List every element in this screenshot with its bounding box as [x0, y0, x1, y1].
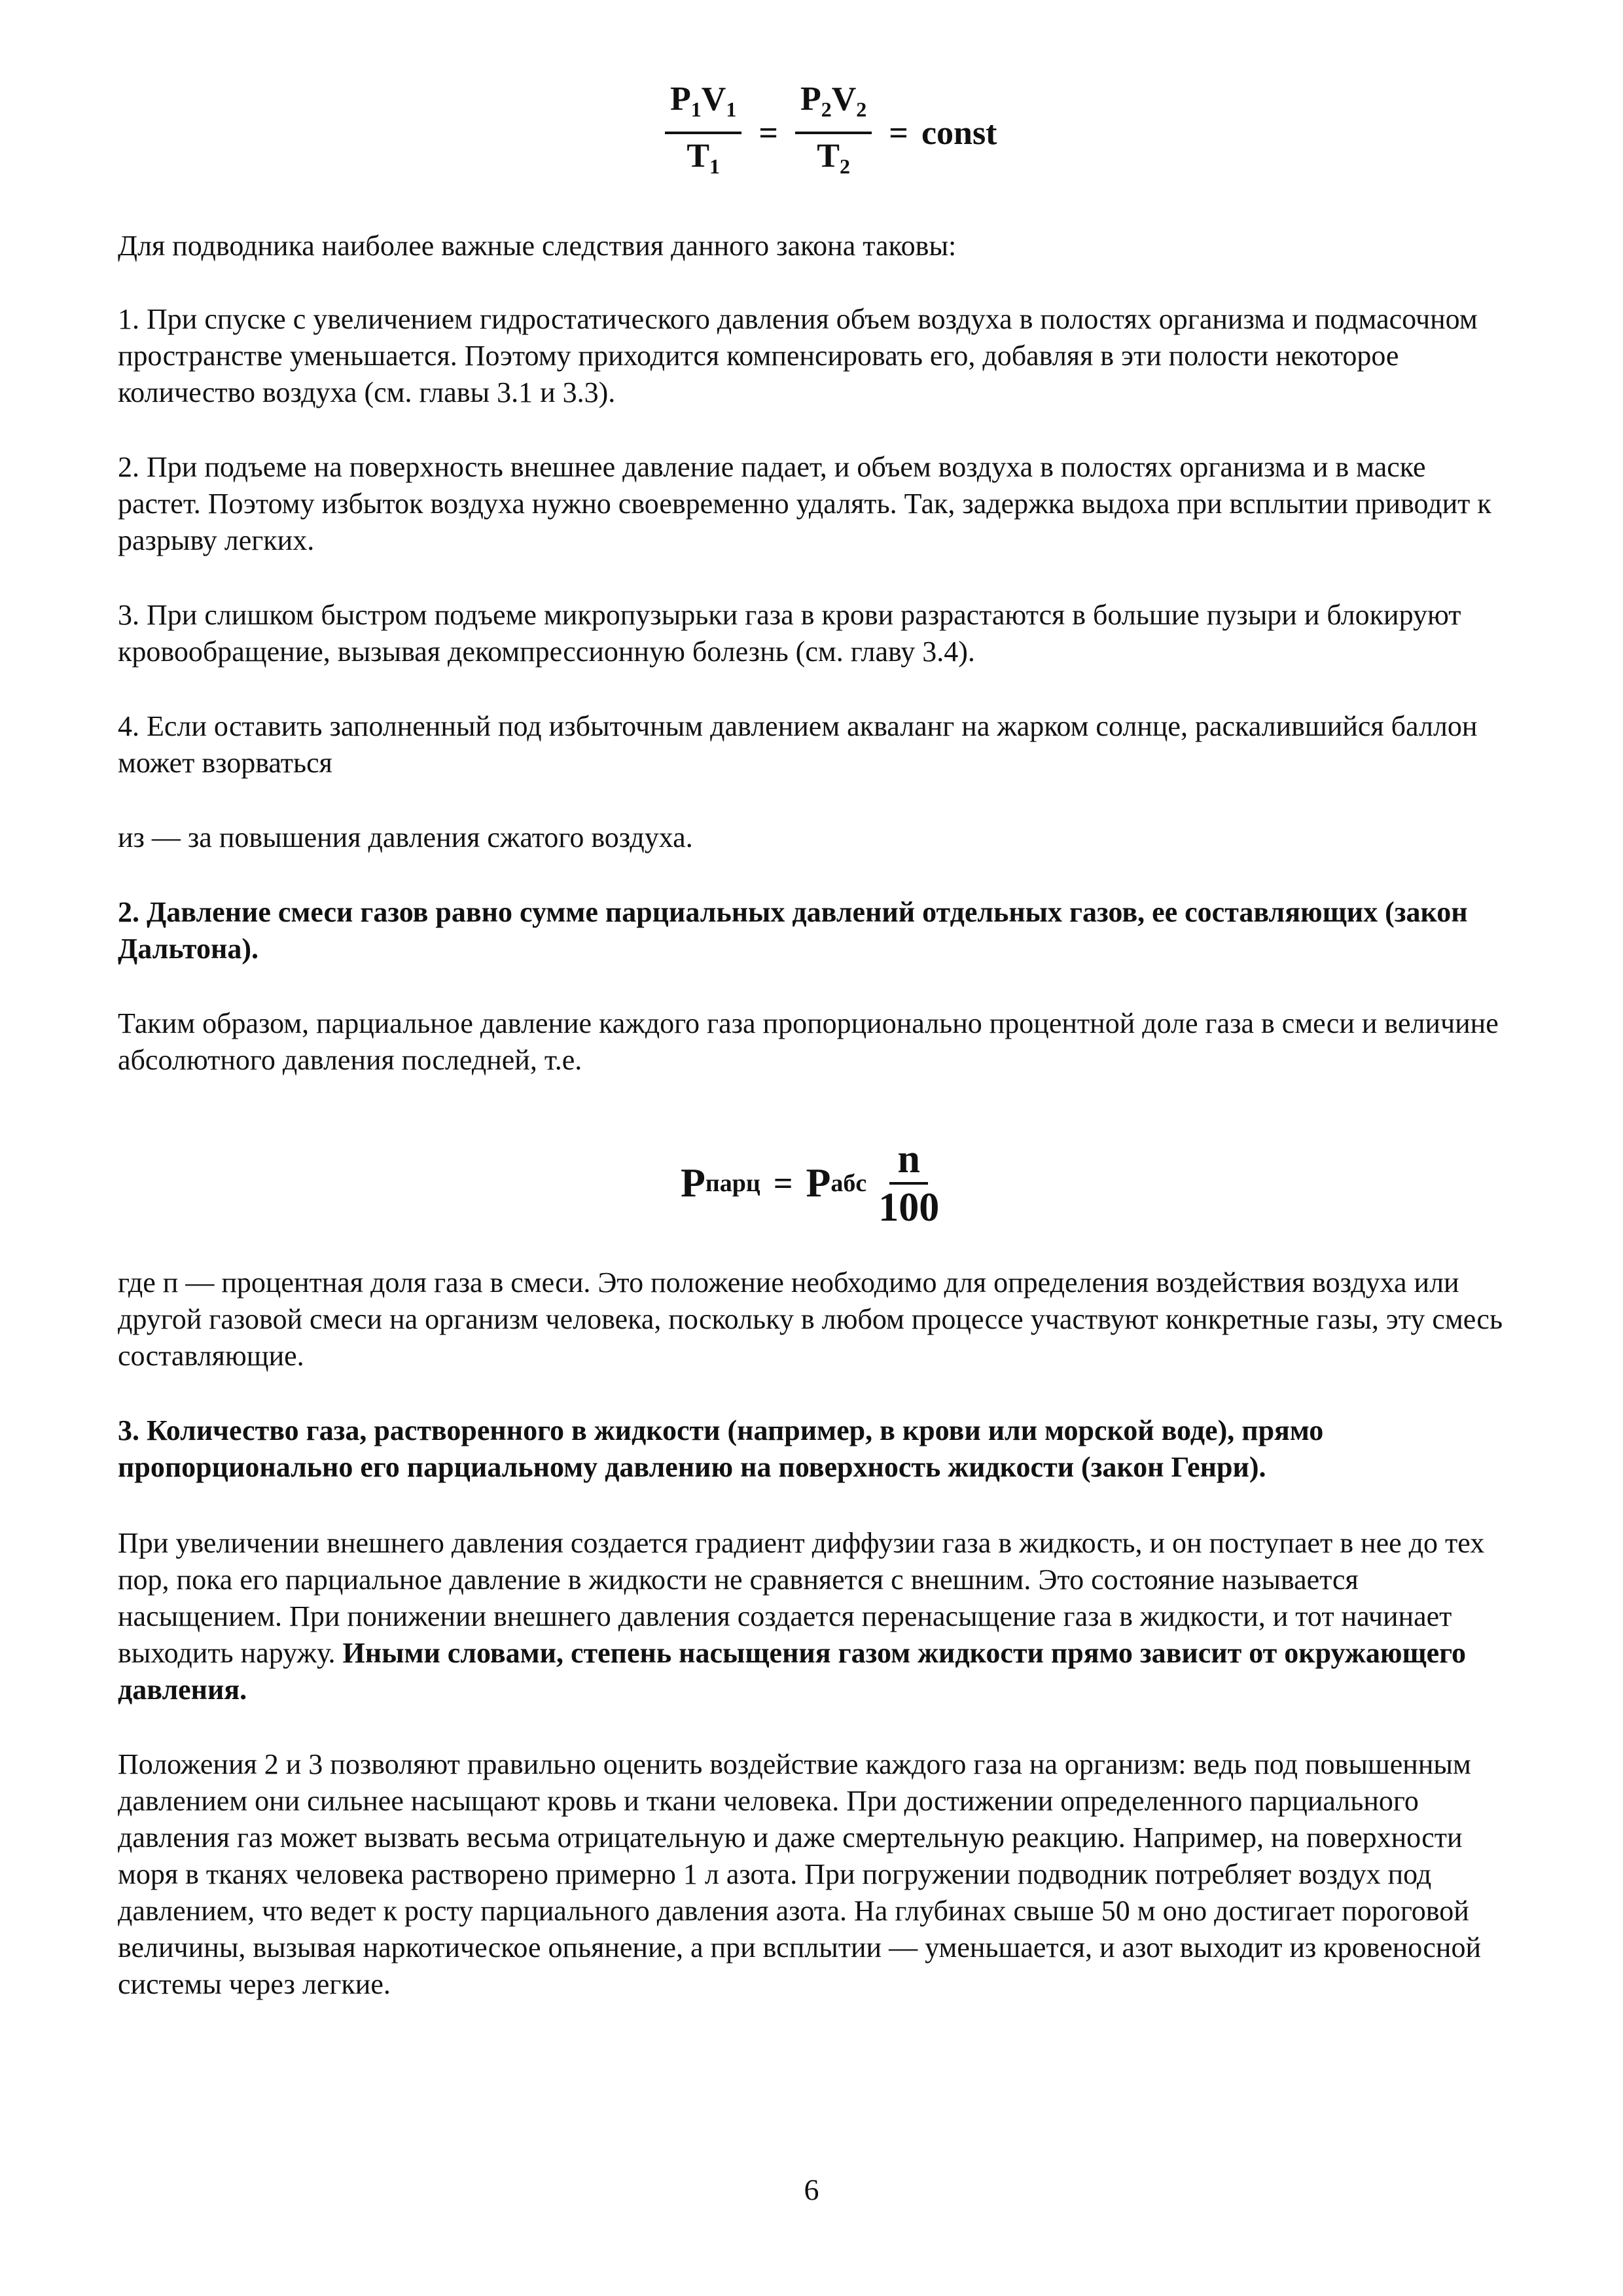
intro-paragraph: Для подводника наиболее важные следствия данного закона таковы:	[118, 230, 957, 262]
numerator-left	[665, 80, 741, 134]
subscript: 2	[839, 154, 850, 178]
numerator-right	[795, 80, 872, 134]
rhs-subscript: абс	[830, 1170, 867, 1197]
symbol: T	[687, 137, 709, 175]
symbol: V	[701, 81, 726, 118]
subscript: 2	[856, 98, 867, 121]
henry-law-heading: 3. Количество газа, растворенного в жидкости (например, в крови или морской воде), прямо пропорционально его парциальному давлению на поверхность жидкости (закон Генри).	[118, 1414, 1324, 1483]
formula-explanation: где п — процентная доля газа в смеси. Это положение необходимо для определения воздействия воздуха или другой газовой смеси на организм человека, поскольку в любом процессе участвуют конкретные газы, эту смесь составляющие.	[118, 1266, 1503, 1372]
equals-sign: =	[758, 114, 778, 152]
conclusion-paragraph: Положения 2 и 3 позволяют правильно оценить воздействие каждого газа на организм: ведь под повышенным давлением они сильнее насыщают кровь и ткани человека. При достижении определенного парциального давления газ может вызвать весьма отрицательную и даже смертельную реакцию. Например, на поверхности моря в тканях человека растворено примерно 1 л азота. При погружении подводник потребляет воздух под давлением, что ведет к росту парциального давления азота. На глубинах свыше 50 м оно достигает пороговой величины, вызывая наркотическое опьянение, а при всплытии — уменьшается, и азот выходит из кровеносной системы через легкие.	[118, 1748, 1481, 2000]
equals-sign: =	[773, 1164, 793, 1202]
symbol: T	[817, 137, 840, 175]
const-label: const	[921, 114, 997, 152]
henry-law-emphasis: Иными словами, степень насыщения газом жидкости прямо зависит от окружающего давления.	[118, 1637, 1466, 1706]
consequence-3: 3. При слишком быстром подъеме микропузырьки газа в крови разрастаются в большие пузыри и блокируют кровообращение, вызывая декомпрессионную болезнь (см. главу 3.4).	[118, 599, 1461, 668]
denominator-right	[812, 134, 855, 186]
fraction-right	[795, 80, 872, 186]
page-number: 6	[804, 2173, 819, 2206]
henry-law-text	[118, 1525, 1512, 1708]
subscript: 2	[821, 98, 832, 121]
fraction-numerator: n	[889, 1138, 927, 1185]
percent-fraction	[870, 1138, 947, 1229]
dalton-law-text: Таким образом, парциальное давление каждого газа пропорционально процентной доле газа в смеси и величине абсолютного давления последней, т.е.	[118, 1007, 1499, 1076]
subscript: 1	[690, 98, 702, 121]
symbol: V	[831, 81, 857, 118]
denominator-left	[681, 134, 725, 186]
consequence-1: 1. При спуске с увеличением гидростатического давления объем воздуха в полостях организма и подмасочном пространстве уменьшается. Поэтому приходится компенсировать его, добавляя в эти полости некоторое количество воздуха (см. главы 3.1 и 3.3).	[118, 303, 1478, 408]
henry-law-plain: При увеличении внешнего давления создается градиент диффузии газа в жидкость, и он поступает в нее до тех пор, пока его парциальное давление в жидкости не сравняется с внешним. Это состояние называется насыщением. При понижении внешнего давления создается перенасыщение газа в жидкости, и тот начинает выходить наружу.	[118, 1527, 1485, 1669]
symbol: P	[800, 81, 821, 118]
consequence-4-continued: из — за повышения давления сжатого воздуха.	[118, 821, 693, 853]
ideal-gas-formula	[661, 77, 997, 188]
fraction-denominator: 100	[878, 1185, 940, 1230]
dalton-law-heading: 2. Давление смеси газов равно сумме парциальных давлений отдельных газов, ее составляющих (закон Дальтона).	[118, 896, 1468, 965]
consequence-4: 4. Если оставить заполненный под избыточным давлением акваланг на жарком солнце, раскалившийся баллон может взорваться	[118, 710, 1478, 779]
symbol: P	[670, 81, 691, 118]
partial-pressure-formula	[681, 1131, 951, 1236]
subscript: 1	[709, 154, 720, 178]
fraction-left	[665, 80, 741, 186]
consequence-2: 2. При подъеме на поверхность внешнее давление падает, и объем воздуха в полостях организма и в маске растет. Поэтому избыток воздуха нужно своевременно удалять. Так, задержка выдоха при всплытии приводит к разрыву легких.	[118, 451, 1491, 556]
rhs-symbol: P	[806, 1160, 831, 1206]
lhs-symbol: P	[681, 1160, 705, 1206]
lhs-subscript: парц	[705, 1170, 760, 1197]
equals-sign: =	[889, 114, 908, 152]
subscript: 1	[726, 98, 737, 121]
